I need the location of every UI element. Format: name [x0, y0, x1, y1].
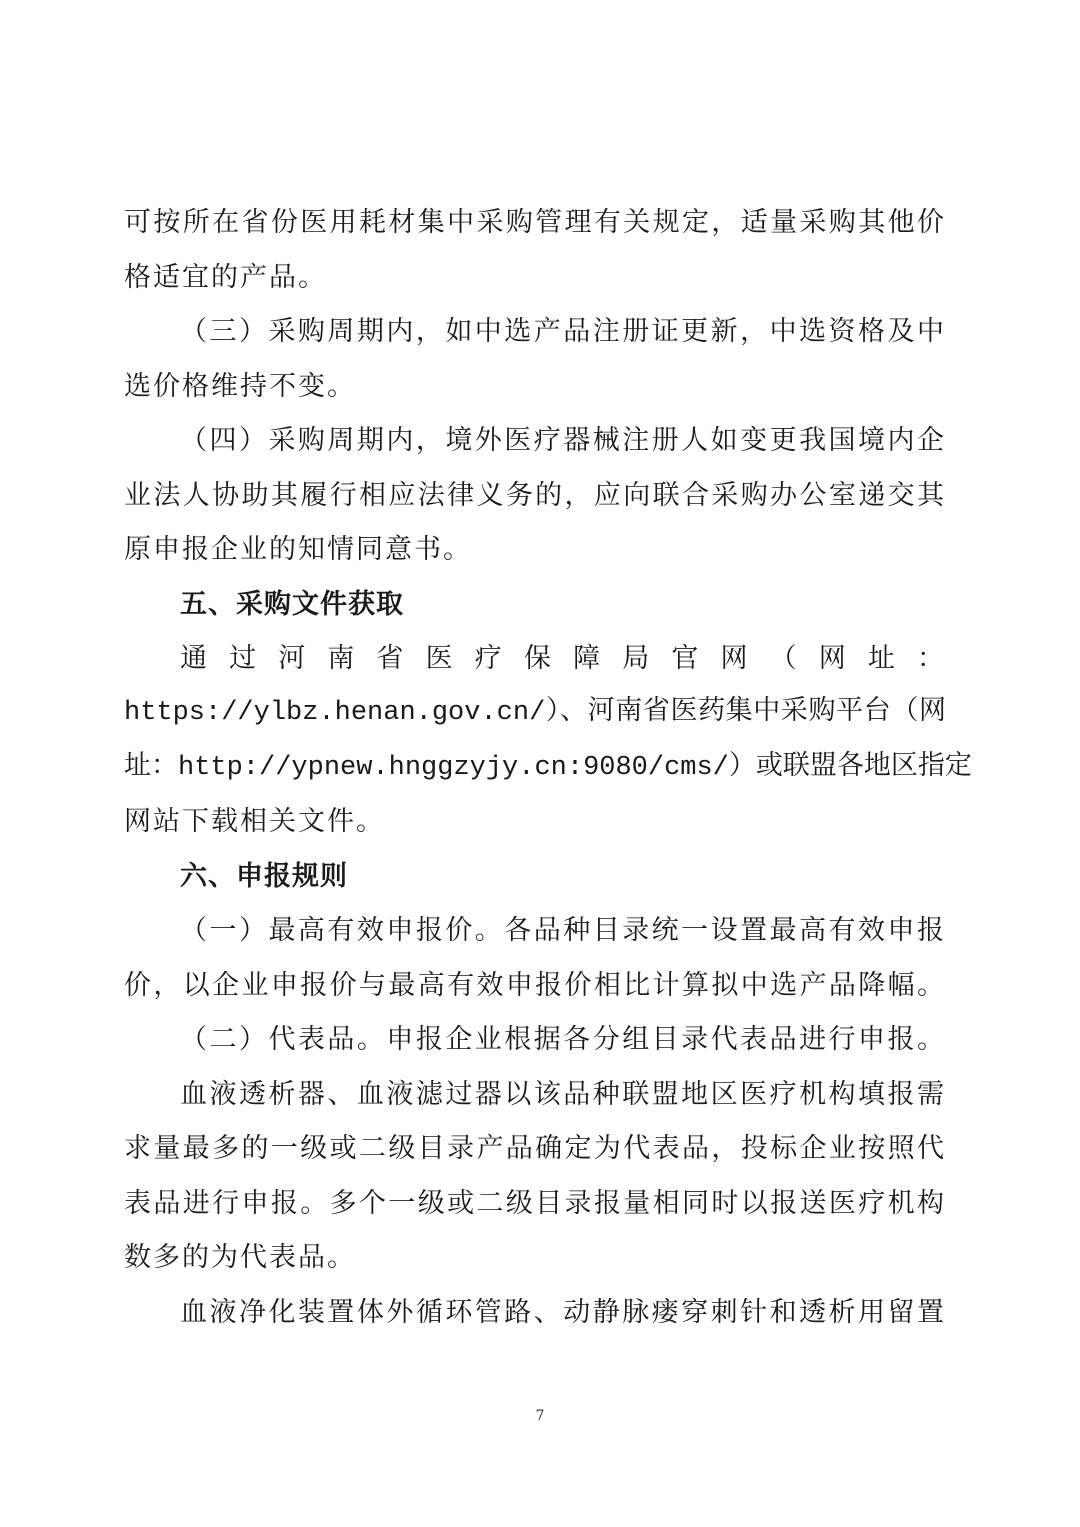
- paragraph-line: 网站下载相关文件。: [124, 806, 385, 837]
- paragraph-line: （二）代表品。申报企业根据各分组目录代表品进行申报。: [180, 1024, 946, 1055]
- paragraph-line: 通过河南省医疗保障局官网（网址：: [180, 643, 946, 674]
- paragraph-line: （三）采购周期内，如中选产品注册证更新，中选资格及中: [180, 316, 946, 347]
- paragraph-line: 表品进行申报。多个一级或二级目录报量相同时以报送医疗机构: [124, 1188, 946, 1219]
- paragraph-line: 数多的为代表品。: [124, 1242, 356, 1273]
- paragraph-line: 址：http://ypnew.hnggzyjy.cn:9080/cms/）或联盟各地区指定: [124, 753, 972, 783]
- section-heading: 五、采购文件获取: [180, 589, 404, 620]
- paragraph-line: （一）最高有效申报价。各品种目录统一设置最高有效申报: [180, 915, 946, 946]
- paragraph-line: 业法人协助其履行相应法律义务的，应向联合采购办公室递交其: [124, 480, 946, 511]
- paragraph-line: 选价格维持不变。: [124, 371, 356, 402]
- section-heading: 六、申报规则: [180, 861, 348, 892]
- paragraph-line: https://ylbz.henan.gov.cn/）、河南省医药集中采购平台（网: [124, 698, 946, 728]
- paragraph-line: 原申报企业的知情同意书。: [124, 534, 472, 565]
- paragraph-line: 求量最多的一级或二级目录产品确定为代表品，投标企业按照代: [124, 1133, 946, 1164]
- paragraph-line: 价，以企业申报价与最高有效申报价相比计算拟中选产品降幅。: [124, 970, 946, 1001]
- paragraph-line: 可按所在省份医用耗材集中采购管理有关规定，适量采购其他价: [124, 207, 946, 238]
- paragraph-line: （四）采购周期内，境外医疗器械注册人如变更我国境内企: [180, 425, 946, 456]
- paragraph-line: 血液透析器、血液滤过器以该品种联盟地区医疗机构填报需: [180, 1079, 946, 1110]
- page-number: 7: [535, 1408, 545, 1424]
- paragraph-line: 格适宜的产品。: [124, 262, 327, 293]
- paragraph-line: 血液净化装置体外循环管路、动静脉瘘穿刺针和透析用留置: [180, 1297, 946, 1328]
